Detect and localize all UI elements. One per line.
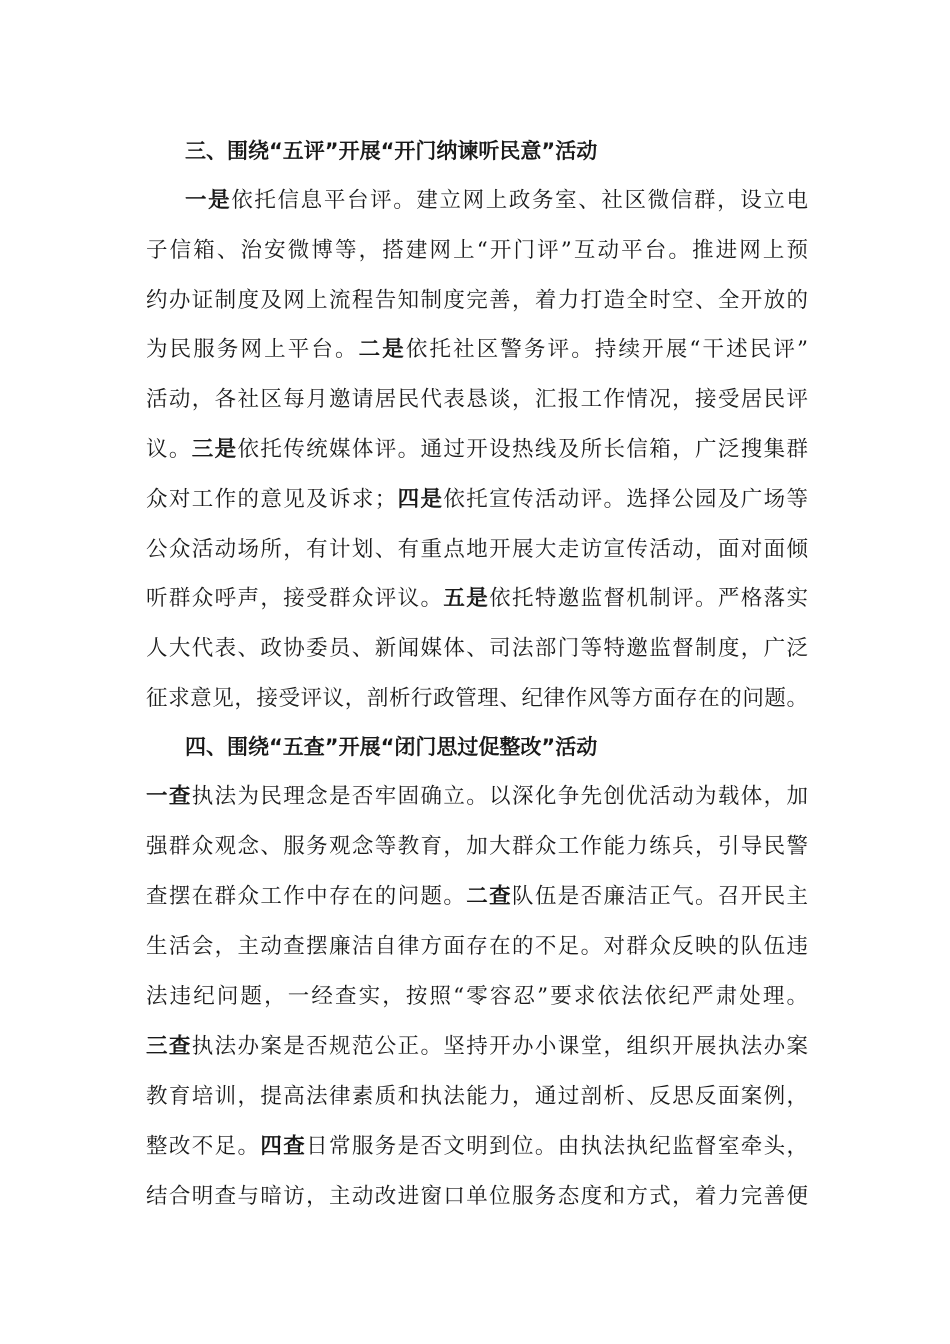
emphasis-label: 三是 [191,437,238,462]
emphasis-label: 一是 [185,188,232,213]
text-run: 执法办案是否规范公正。坚持开办小课堂，组织开展执法办案 [191,1034,808,1059]
emphasis-label: 四查 [260,1134,307,1159]
emphasis-label: 二查 [466,884,512,909]
text-run: 公众活动场所，有计划、有重点地开展大走访宣传活动，面对面倾 [146,536,808,562]
emphasis-label: 四是 [396,486,444,512]
text-line [146,980,808,1014]
text-run: 教育培训，提高法律素质和执法能力，通过剖析、反思反面案例， [146,1084,808,1109]
emphasis-label: 一查 [146,784,192,809]
text-line [146,333,808,367]
text-line [146,433,808,467]
text-run: 强群众观念、服务观念等教育，加大群众工作能力练兵，引导民警 [146,834,808,859]
text-run: 依托信息平台评。建立网上政务室、社区微信群，设立电 [231,188,808,213]
text-line [146,284,808,318]
text-line [185,184,808,218]
text-line [146,1130,808,1164]
text-run: 子信箱、治安微博等，搭建网上“开门评”互动平台。推进网上预 [146,237,808,263]
text-run: 为民服务网上平台。 [146,337,359,363]
text-line [146,1080,808,1114]
text-line [146,930,808,964]
text-line [146,1180,808,1214]
text-line [146,582,808,616]
text-run: 法违纪问题，一经查实，按照“零容忍”要求依法依纪严肃处理。 [146,984,808,1009]
text-line [146,234,808,268]
text-run: 议。 [146,437,192,462]
section-4-heading: 四、围绕“五查”开展“闭门思过促整改”活动 [185,735,598,759]
text-run: 查摆在群众工作中存在的问题。 [146,884,467,909]
text-run: 日常服务是否文明到位。由执法执纪监督室牵头， [306,1134,808,1159]
text-line [146,780,808,814]
text-line [146,830,808,864]
text-run: 征求意见，接受评议，剖析行政管理、纪律作风等方面存在的问题。 [146,686,808,711]
emphasis-label: 二是 [358,337,406,363]
section-3-heading: 三、围绕“五评”开展“开门纳谏听民意”活动 [185,139,598,163]
text-run: 结合明查与暗访，主动改进窗口单位服务态度和方式，着力完善便 [146,1184,808,1209]
text-run: 约办证制度及网上流程告知制度完善，着力打造全时空、全开放的 [146,287,808,313]
text-run: 众对工作的意见及诉求； [146,486,397,512]
text-line [146,880,808,914]
text-line [146,483,808,517]
text-line [146,1030,808,1064]
text-run: 依托传统媒体评。通过开设热线及所长信箱，广泛搜集群 [237,437,808,462]
text-run: 人大代表、政协委员、新闻媒体、司法部门等特邀监督制度，广泛 [146,636,808,662]
text-run: 整改不足。 [146,1134,261,1159]
text-run: 活动，各社区每月邀请居民代表恳谈，汇报工作情况，接受居民评 [146,387,808,413]
text-line [146,632,808,666]
text-run: 生活会，主动查摆廉洁自律方面存在的不足。对群众反映的队伍违 [146,934,808,959]
text-run: 听群众呼声，接受群众评议。 [146,586,444,612]
emphasis-label: 三查 [146,1034,192,1059]
text-run: 执法为民理念是否牢固确立。以深化争先创优活动为载体，加 [191,784,808,809]
text-line [146,383,808,417]
emphasis-label: 五是 [443,586,490,612]
text-run: 依托特邀监督机制评。严格落实 [489,586,808,612]
text-line [146,682,808,716]
text-run: 依托社区警务评。持续开展“干述民评” [405,337,808,363]
text-run: 队伍是否廉洁正气。召开民主 [511,884,808,909]
text-line [146,533,808,567]
text-run: 依托宣传活动评。选择公园及广场等 [443,486,808,512]
